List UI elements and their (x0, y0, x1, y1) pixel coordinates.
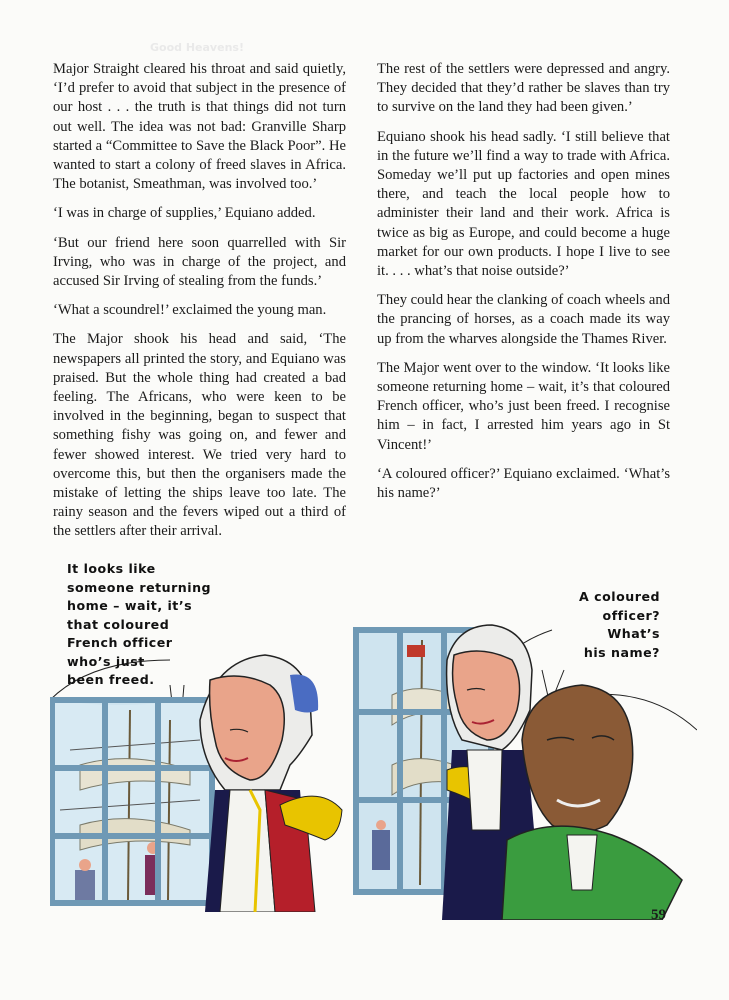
ghost-text: Good Heavens! (150, 41, 244, 54)
french-officer-figure (200, 655, 342, 912)
speech-bubble-equiano (520, 588, 660, 662)
ship-window-illustration (52, 698, 212, 903)
bubble-line: A coloured (579, 589, 660, 604)
left-text-column (53, 60, 346, 552)
paragraph: The rest of the settlers were depressed and angry. They decided that they’d rather be slaves than try to survive on the land they had been given.’ (377, 61, 670, 116)
paragraph: The Major went over to the window. ‘It looks like someone returning home – wait, it’s that coloured French officer, who’s just been freed. I recognise him – in fact, I arrested him years ago in St Vincent!’ (377, 359, 670, 453)
bubble-line: someone returning (67, 579, 212, 595)
paragraph: ‘But our friend here soon quarrelled with Sir Irving, who was in charge of the project, and accused Sir Irving of stealing from the funds.’ (53, 234, 346, 290)
bubble-line: his name? (583, 644, 660, 660)
paragraph: ‘A coloured officer?’ Equiano exclaimed. ‘What’s his name?’ (377, 465, 670, 502)
bubble-line: who’s just (67, 653, 145, 669)
bubble-line: French officer (67, 635, 173, 650)
page-number: 59 (651, 907, 666, 923)
bubble-line: officer? (602, 607, 660, 623)
paragraph: The Major shook his head and said, ‘The newspapers all printed the story, and Equiano was praised. But the whole thing had created a bad feeling. The Africans, who were keen to be involved in the beginning, began to suspect that something fishy was going on, and fewer and fewer showed interest. We tried very hard to overcome this, but then the organisers made the mistake of letting the ships leave too late. The rainy season and the fevers wiped out a third of the settlers after their arrival. (53, 331, 346, 540)
bubble-line: home – wait, it’s (67, 598, 193, 613)
bubble-line: been freed. (67, 672, 155, 687)
speech-bubble-major (67, 560, 247, 690)
right-text-column (377, 60, 670, 513)
bubble-line: What’s (607, 626, 660, 641)
paragraph: They could hear the clanking of coach wheels and the prancing of horses, as a coach made its way up from the wharves alongside the Thames River. (377, 292, 670, 347)
bleed-through-text (150, 38, 350, 60)
bubble-line: It looks like (67, 561, 156, 576)
paragraph: ‘What a scoundrel!’ exclaimed the young man. (53, 302, 327, 319)
paragraph: Equiano shook his head sadly. ‘I still believe that in the future we’ll find a way to trade with Africa. Someday we’ll put up factories and open mines there, and teach the local people how to administer their land and their work. Africa is twice as big as Europe, and could become a huge market for our own products. I hope I live to see it. . . . what’s that noise outside?’ (377, 128, 670, 280)
paragraph: ‘I was in charge of supplies,’ Equiano added. (53, 205, 316, 222)
paragraph: Major Straight cleared his throat and said quietly, ‘I’d prefer to avoid that subject in the presence of our host . . . the truth is that things did not turn out well. The idea was not bad: Granville Sharp started a “Committee to Save the Black Poor”. He wanted to start a colony of freed slaves in Africa. The botanist, Smeathman, was involved too.’ (53, 61, 346, 193)
bubble-line: that coloured (67, 616, 170, 632)
